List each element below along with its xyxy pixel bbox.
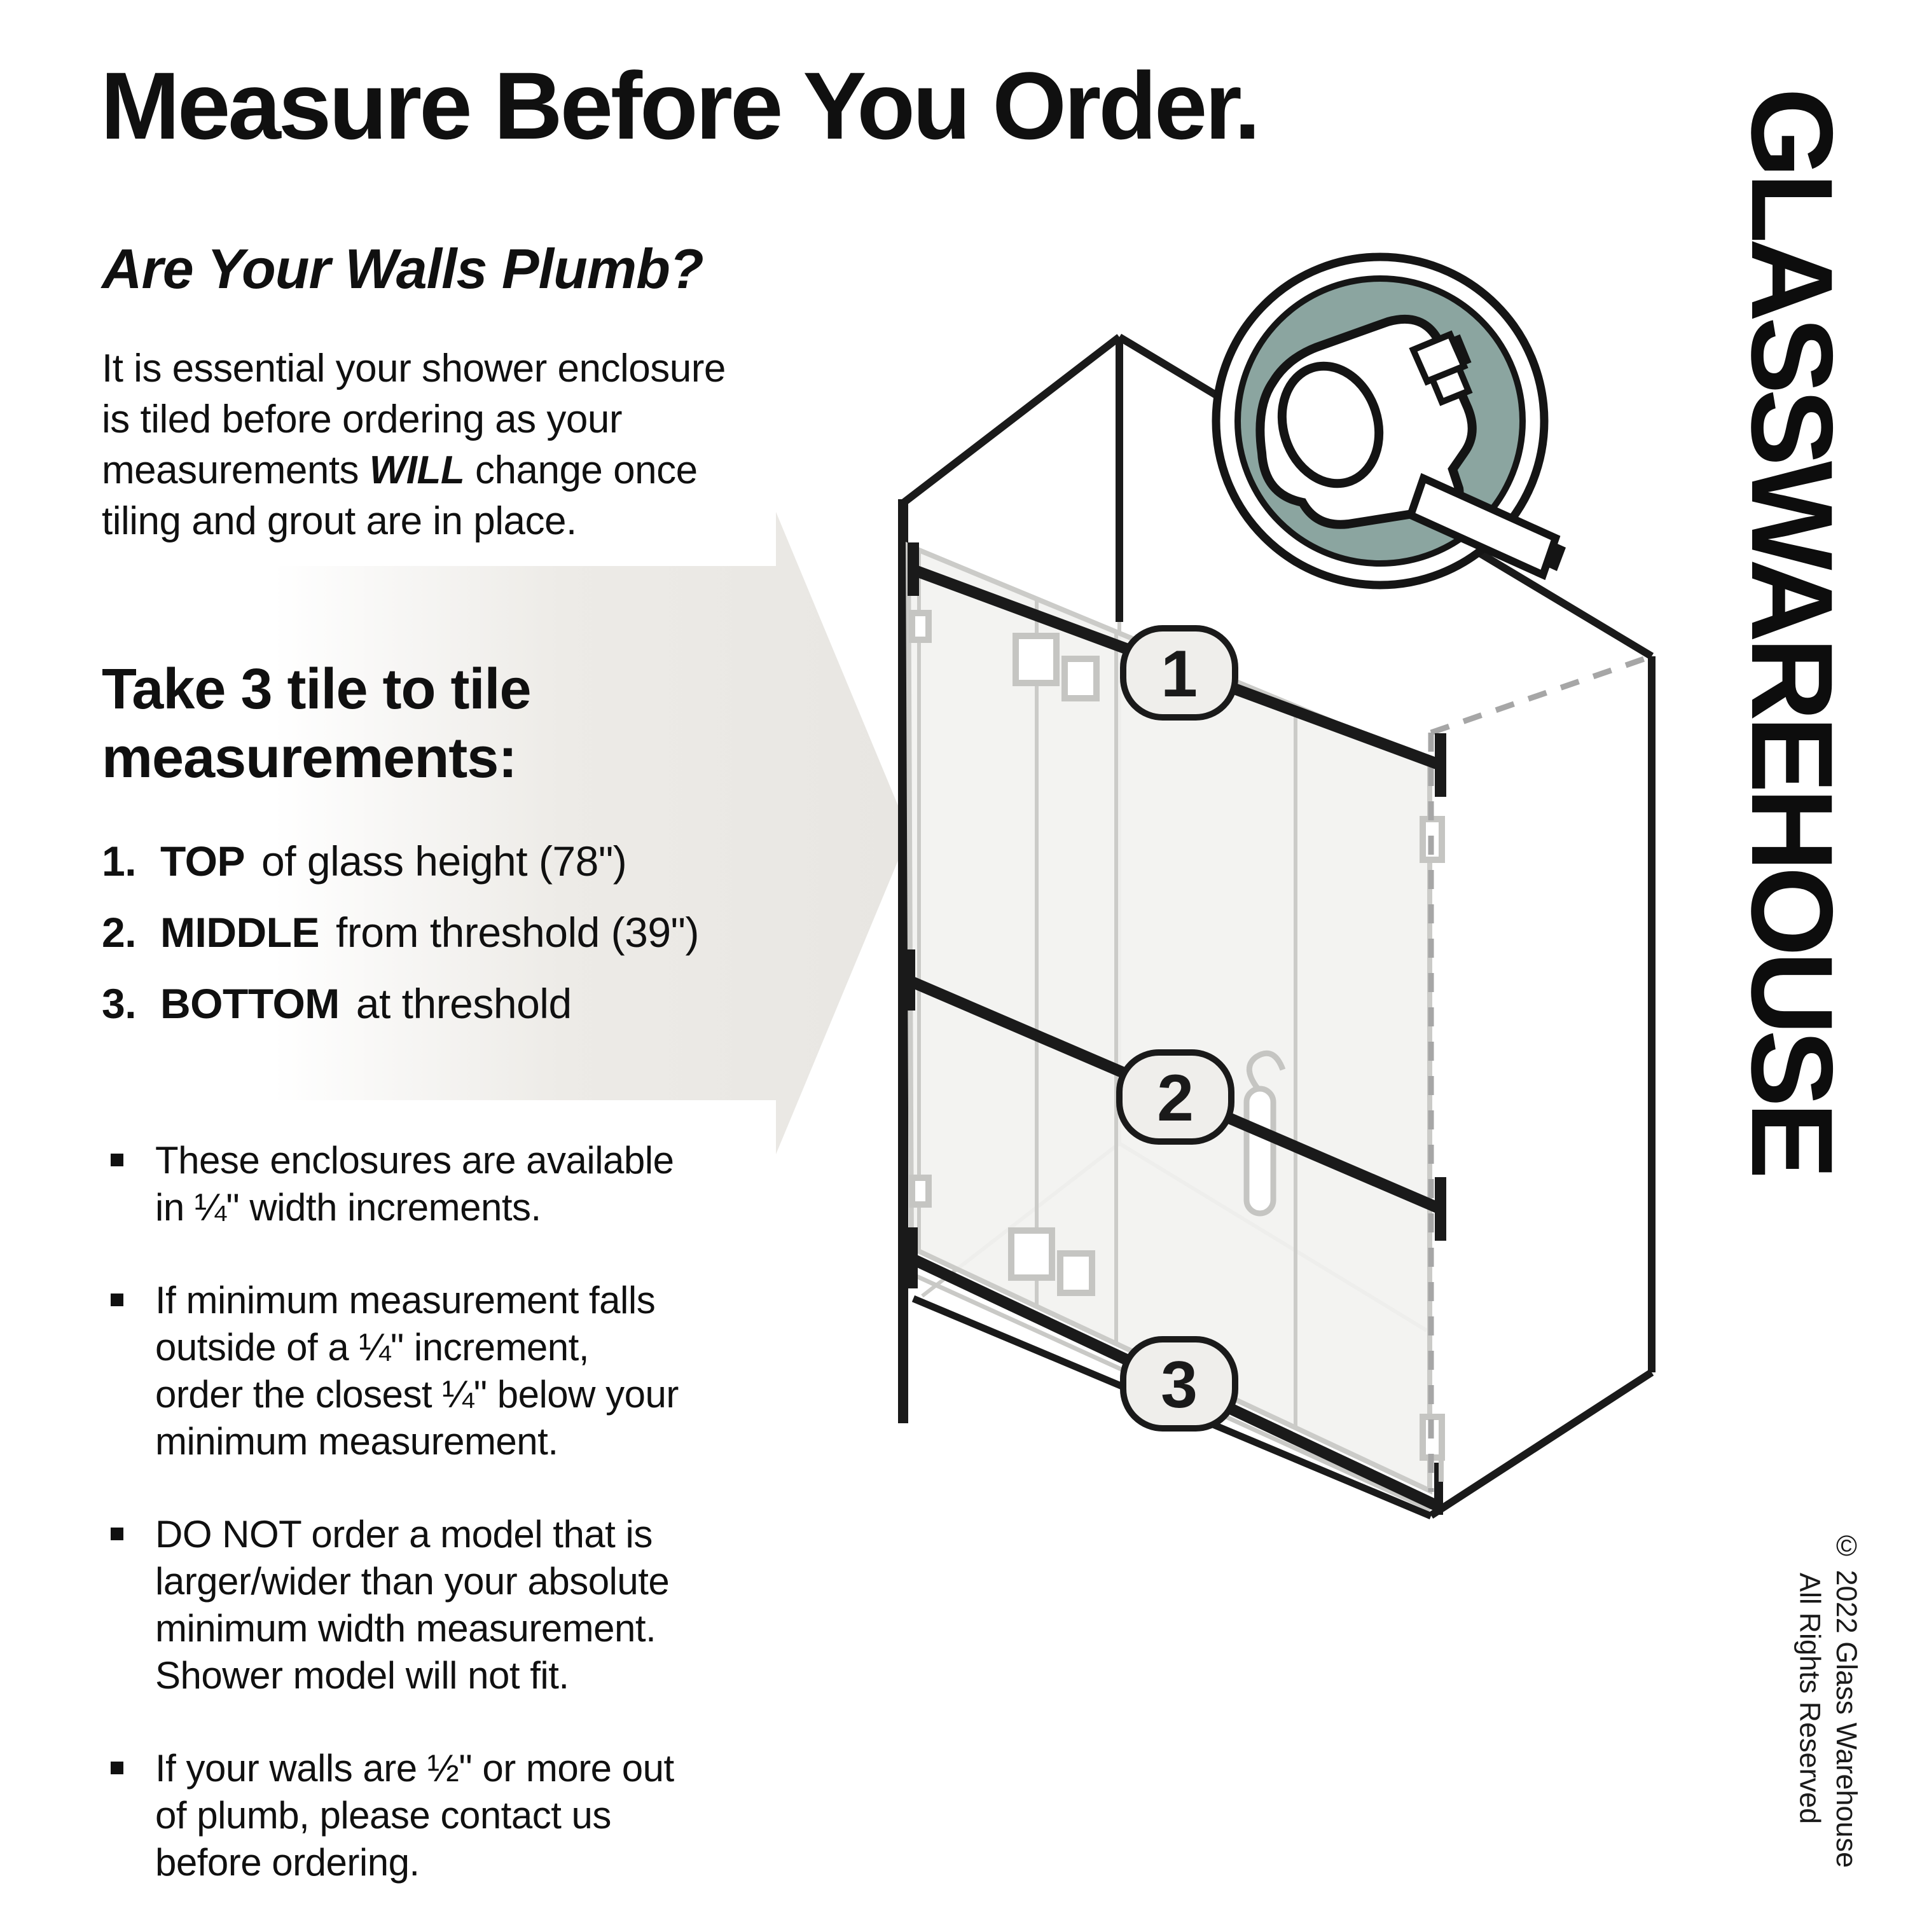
measure-item-middle xyxy=(102,909,929,955)
item-number: 2. xyxy=(102,909,137,956)
note-do-not-order xyxy=(102,1511,929,1699)
note-closest-quarter xyxy=(102,1277,929,1465)
note-text: If minimum measurement falls outside of a ¼" increment, order the closest ¼" below your minimum measurement. xyxy=(155,1279,679,1463)
item-number: 3. xyxy=(102,980,137,1027)
arrow-shape xyxy=(273,512,909,1154)
bullet-square-icon xyxy=(111,1294,123,1306)
measure-item-bottom xyxy=(102,981,929,1026)
notes-list xyxy=(102,1137,929,1932)
copyright-notice xyxy=(1792,1505,1865,1893)
item-label: TOP xyxy=(160,838,245,885)
hidden-edge-dashed xyxy=(1431,656,1652,1492)
copyright-line: © 2022 Glass Warehouse xyxy=(1830,1529,1863,1868)
tape-measure-icon xyxy=(1216,257,1566,585)
item-label: BOTTOM xyxy=(160,980,340,1027)
note-text: These enclosures are available in ¼" width increments. xyxy=(155,1139,674,1229)
flow-arrow xyxy=(273,506,913,1161)
intro-heading: Are Your Walls Plumb? xyxy=(102,237,703,300)
item-text: from threshold (39") xyxy=(335,909,699,956)
shower-enclosure-illustration xyxy=(878,229,1730,1577)
item-text: of glass height (78") xyxy=(261,838,627,885)
note-out-of-plumb xyxy=(102,1745,929,1886)
measure-item-top xyxy=(102,838,929,884)
svg-text:3: 3 xyxy=(1161,1348,1198,1422)
page-title: Measure Before You Order. xyxy=(100,52,1259,159)
svg-text:1: 1 xyxy=(1161,637,1198,711)
note-text: DO NOT order a model that is larger/wider than your absolute minimum width measurement. Shower model will not fit. xyxy=(155,1513,670,1697)
svg-text:2: 2 xyxy=(1157,1061,1194,1135)
measurement-pill-1 xyxy=(1123,628,1235,717)
bullet-square-icon xyxy=(111,1528,123,1540)
measurement-pill-3 xyxy=(1123,1339,1235,1428)
item-label: MIDDLE xyxy=(160,909,319,956)
measurement-pill-2 xyxy=(1119,1052,1231,1142)
brand-vertical-logo: GLASSWAREHOUSE xyxy=(1727,88,1857,1175)
intro-body: It is essential your shower enclosure is tiled before ordering as your measurements WILL change once tiling and grout are in place. xyxy=(102,347,726,543)
item-number: 1. xyxy=(102,838,137,885)
copyright-line: All Rights Reserved xyxy=(1794,1573,1827,1825)
measurements-list xyxy=(102,838,929,1052)
note-increments xyxy=(102,1137,929,1231)
measurements-heading: Take 3 tile to tile measurements: xyxy=(102,658,531,790)
bullet-square-icon xyxy=(111,1762,123,1774)
bullet-square-icon xyxy=(111,1154,123,1166)
item-text: at threshold xyxy=(356,980,572,1027)
note-text: If your walls are ½" or more out of plumb, please contact us before ordering. xyxy=(155,1747,674,1884)
